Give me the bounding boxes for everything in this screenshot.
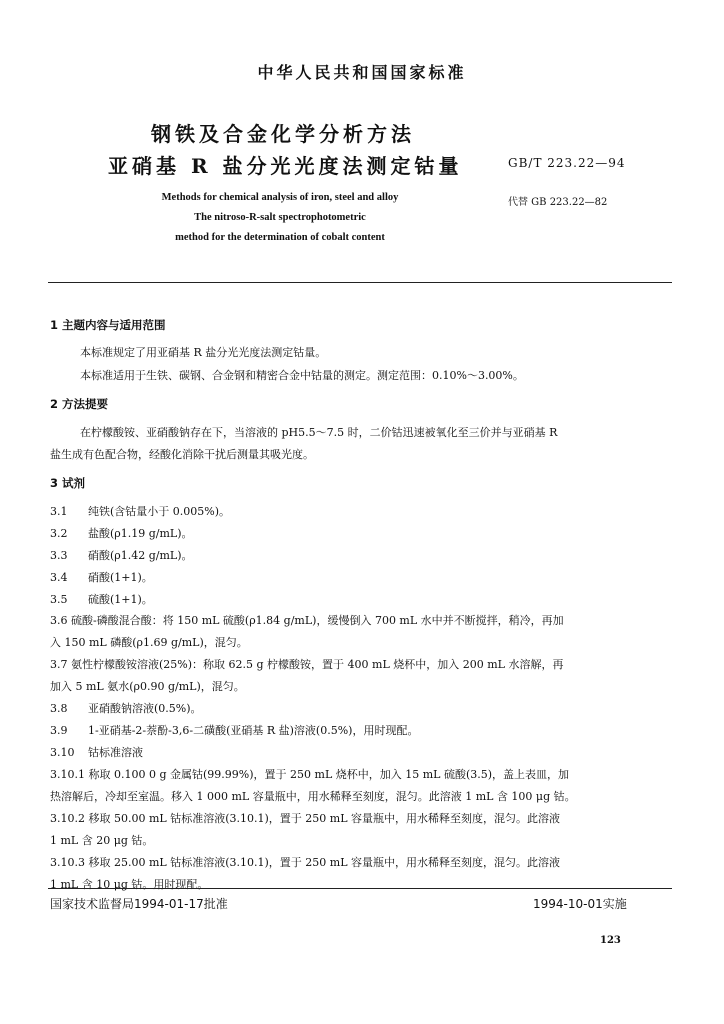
standard-number: GB/T 223.22—94	[508, 156, 626, 170]
english-title-line3: method for the determination of cobalt content	[175, 232, 385, 243]
item-3-5-text: 硫酸(1+1)。	[88, 593, 153, 606]
item-3-10-3-line2: 1 mL 含 10 μg 钴。用时现配。	[50, 878, 209, 891]
item-3-1-number: 3.1	[50, 505, 68, 518]
section-2-paragraph-line2: 盐生成有色配合物，经酸化消除干扰后测量其吸光度。	[50, 448, 314, 461]
implementation-date: 1994-10-01实施	[533, 897, 627, 911]
item-3-6-line1: 3.6 硫酸-磷酸混合酸：将 150 mL 硫酸(ρ1.84 g/mL)，缓慢倒入 700 mL 水中并不断搅拌，稍冷，再加	[50, 614, 564, 627]
replaces-standard: 代替 GB 223.22—82	[508, 197, 608, 208]
item-3-9-text: 1-亚硝基-2-萘酚-3,6-二磺酸(亚硝基 R 盐)溶液(0.5%)，用时现配。	[88, 724, 419, 737]
english-title-line1: Methods for chemical analysis of iron, steel and alloy	[161, 192, 399, 203]
item-3-10-text: 钴标准溶液	[88, 746, 143, 759]
section-2-paragraph-line1: 在柠檬酸铵、亚硝酸钠存在下，当溶液的 pH5.5～7.5 时，二价钴迅速被氧化至三价并与亚硝基 R	[80, 426, 558, 439]
section-3-heading: 3 试剂	[50, 476, 86, 490]
item-3-10-3-line1: 3.10.3 移取 25.00 mL 钴标准溶液(3.10.1)，置于 250 mL 容量瓶中，用水稀释至刻度，混匀。此溶液	[50, 856, 560, 869]
item-3-4-text: 硝酸(1+1)。	[88, 571, 153, 584]
approval-date: 国家技术监督局1994-01-17批准	[50, 897, 228, 911]
item-3-5-number: 3.5	[50, 593, 68, 606]
item-3-10-2-line1: 3.10.2 移取 50.00 mL 钴标准溶液(3.10.1)，置于 250 mL 容量瓶中，用水稀释至刻度，混匀。此溶液	[50, 812, 560, 825]
footer-divider	[48, 888, 672, 889]
section-2-heading: 2 方法提要	[50, 397, 109, 411]
item-3-10-2-line2: 1 mL 含 20 μg 钴。	[50, 834, 154, 847]
item-3-2-text: 盐酸(ρ1.19 g/mL)。	[88, 527, 193, 540]
item-3-10-1-line2: 热溶解后，冷却至室温。移入 1 000 mL 容量瓶中，用水稀释至刻度，混匀。此溶液 1 mL 含 100 μg 钴。	[50, 790, 576, 803]
item-3-8-text: 亚硝酸钠溶液(0.5%)。	[88, 702, 202, 715]
item-3-10-number: 3.10	[50, 746, 75, 759]
item-3-3-text: 硝酸(ρ1.42 g/mL)。	[88, 549, 193, 562]
section-1-heading: 1 主题内容与适用范围	[50, 318, 166, 332]
national-standard-heading: 中华人民共和国国家标准	[257, 63, 467, 82]
item-3-8-number: 3.8	[50, 702, 68, 715]
item-3-1-text: 纯铁(含钴量小于 0.005%)。	[88, 505, 231, 518]
document-title-line1: 钢铁及合金化学分析方法	[151, 122, 415, 146]
header-divider	[48, 282, 672, 283]
item-3-7-line2: 加入 5 mL 氨水(ρ0.90 g/mL)，混匀。	[50, 680, 245, 693]
item-3-7-line1: 3.7 氨性柠檬酸铵溶液(25%)：称取 62.5 g 柠檬酸铵，置于 400 mL 烧杯中，加入 200 mL 水溶解，再	[50, 658, 564, 671]
document-title-line2: 亚硝基 R 盐分光光度法测定钴量	[108, 154, 463, 178]
item-3-10-1-line1: 3.10.1 称取 0.100 0 g 金属钴(99.99%)，置于 250 mL 烧杯中，加入 15 mL 硫酸(3.5)，盖上表皿，加	[50, 768, 570, 781]
item-3-6-line2: 入 150 mL 磷酸(ρ1.69 g/mL)，混匀。	[50, 636, 248, 649]
item-3-3-number: 3.3	[50, 549, 68, 562]
section-1-paragraph-2: 本标准适用于生铁、碳钢、合金钢和精密合金中钴量的测定。测定范围：0.10%～3.00%。	[80, 369, 524, 382]
item-3-2-number: 3.2	[50, 527, 68, 540]
item-3-9-number: 3.9	[50, 724, 68, 737]
item-3-4-number: 3.4	[50, 571, 68, 584]
english-title-line2: The nitroso-R-salt spectrophotometric	[194, 212, 366, 223]
section-1-paragraph-1: 本标准规定了用亚硝基 R 盐分光光度法测定钴量。	[80, 346, 327, 359]
page-number: 123	[600, 935, 621, 946]
